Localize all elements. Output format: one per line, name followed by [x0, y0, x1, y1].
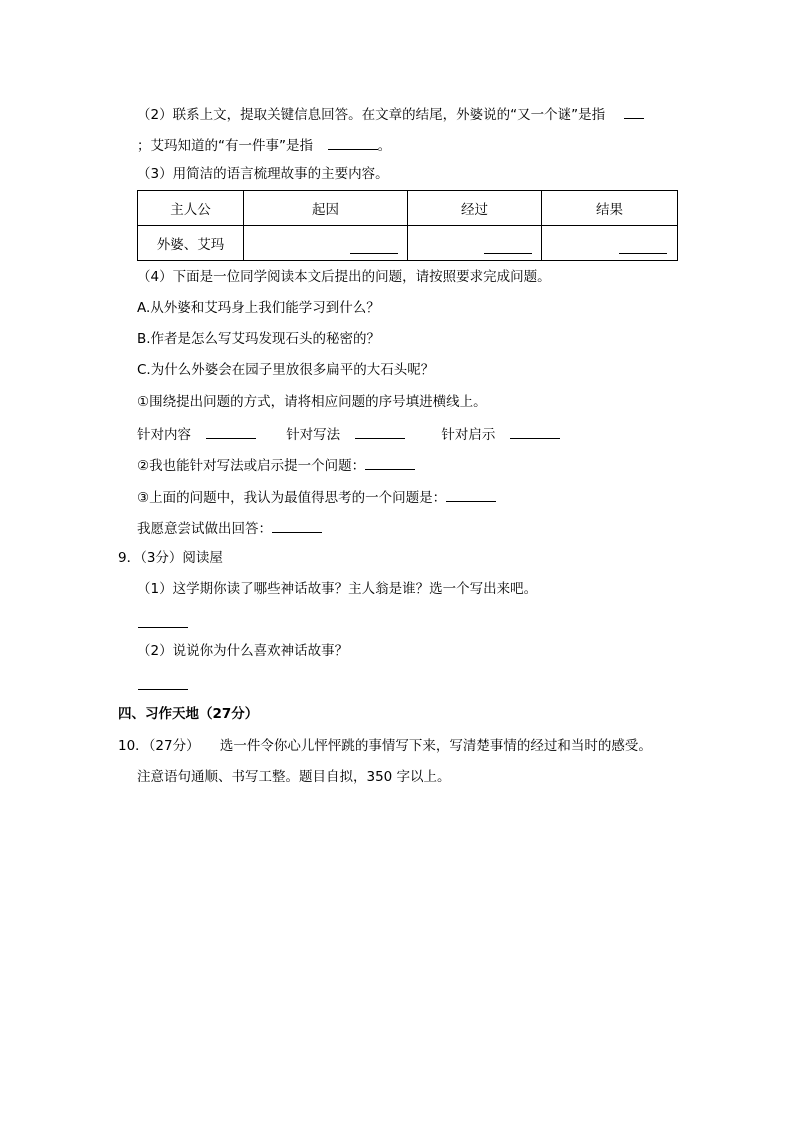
q10-prompt-line1: 10．（27分） 选一件令你心儿怦怦跳的事情写下来，写清楚事情的经过和当时的感受。: [118, 738, 652, 754]
q8-part2-text2: ；艾玛知道的“有一件事”是指: [137, 138, 313, 154]
answer-blank[interactable]: [510, 424, 560, 439]
answer-blank[interactable]: [619, 241, 667, 254]
label-inspiration: 针对启示: [441, 427, 496, 443]
q9-part2-blank-line: [138, 675, 188, 695]
section4-heading: 四、习作天地（27分）: [118, 706, 259, 722]
option-b: B.作者是怎么写艾玛发现石头的秘密的？: [137, 331, 381, 347]
cell-result[interactable]: [542, 226, 678, 261]
label-content: 针对内容: [137, 427, 191, 443]
sub3-text: ③上面的问题中，我认为最值得思考的一个问题是：: [137, 490, 447, 506]
q8-part4-prompt: （4）下面是一位同学阅读本文后提出的问题，请按照要求完成问题。: [137, 269, 551, 285]
q8-part2-text: （2）联系上文，提取关键信息回答。在文章的结尾，外婆说的“又一个谜”是指: [137, 107, 606, 123]
answer-blank[interactable]: [484, 241, 532, 254]
cell-cause[interactable]: [244, 226, 408, 261]
sub-question-3: [137, 487, 496, 507]
table-row: [138, 226, 678, 261]
answer-blank[interactable]: [624, 104, 644, 119]
answer-blank[interactable]: [138, 613, 188, 628]
sub-question-2: [137, 455, 415, 475]
answer-blank[interactable]: [272, 518, 322, 533]
answer-blank[interactable]: [365, 455, 415, 470]
cell-process[interactable]: [408, 226, 542, 261]
q9-part1-blank-line: [138, 613, 188, 633]
sub2-text: ②我也能针对写法或启示提一个问题：: [137, 458, 366, 474]
answer-blank[interactable]: [328, 135, 378, 150]
sub4-text: 我愿意尝试做出回答：: [137, 521, 272, 537]
q8-part3-prompt: （3）用简洁的语言梳理故事的主要内容。: [137, 166, 389, 182]
sub-question-1: ①围绕提出问题的方式，请将相应问题的序号填进横线上。: [137, 394, 487, 410]
answer-blank[interactable]: [206, 424, 256, 439]
q9-part2: （2）说说你为什么喜欢神话故事？: [137, 643, 349, 659]
q10-prompt-line2: 注意语句通顺、书写工整。题目自拟，350 字以上。: [137, 769, 451, 785]
header-cause: 起因: [244, 191, 408, 226]
header-protagonist: 主人公: [138, 191, 244, 226]
label-writing: 针对写法: [286, 427, 341, 443]
answer-blank[interactable]: [350, 241, 398, 254]
table-header-row: [138, 191, 678, 226]
answer-blank[interactable]: [446, 487, 496, 502]
header-process: 经过: [408, 191, 542, 226]
sub1-answer-line: [137, 424, 560, 444]
q9-part1: （1）这学期你读了哪些神话故事？主人翁是谁？选一个写出来吧。: [137, 581, 538, 597]
cell-protagonist: 外婆、艾玛: [138, 226, 244, 261]
option-c: C.为什么外婆会在园子里放很多扁平的大石头呢？: [137, 362, 435, 378]
q8-part2-line1: [137, 104, 644, 124]
q8-part2-line2: [137, 135, 391, 155]
option-a: A.从外婆和艾玛身上我们能学习到什么？: [137, 300, 380, 316]
q9-title: 9．（3分）阅读屋: [118, 550, 223, 566]
answer-blank[interactable]: [138, 675, 188, 690]
story-summary-table: [137, 190, 678, 261]
sub-question-4: [137, 518, 322, 538]
answer-blank[interactable]: [355, 424, 405, 439]
header-result: 结果: [542, 191, 678, 226]
period: 。: [377, 138, 392, 154]
